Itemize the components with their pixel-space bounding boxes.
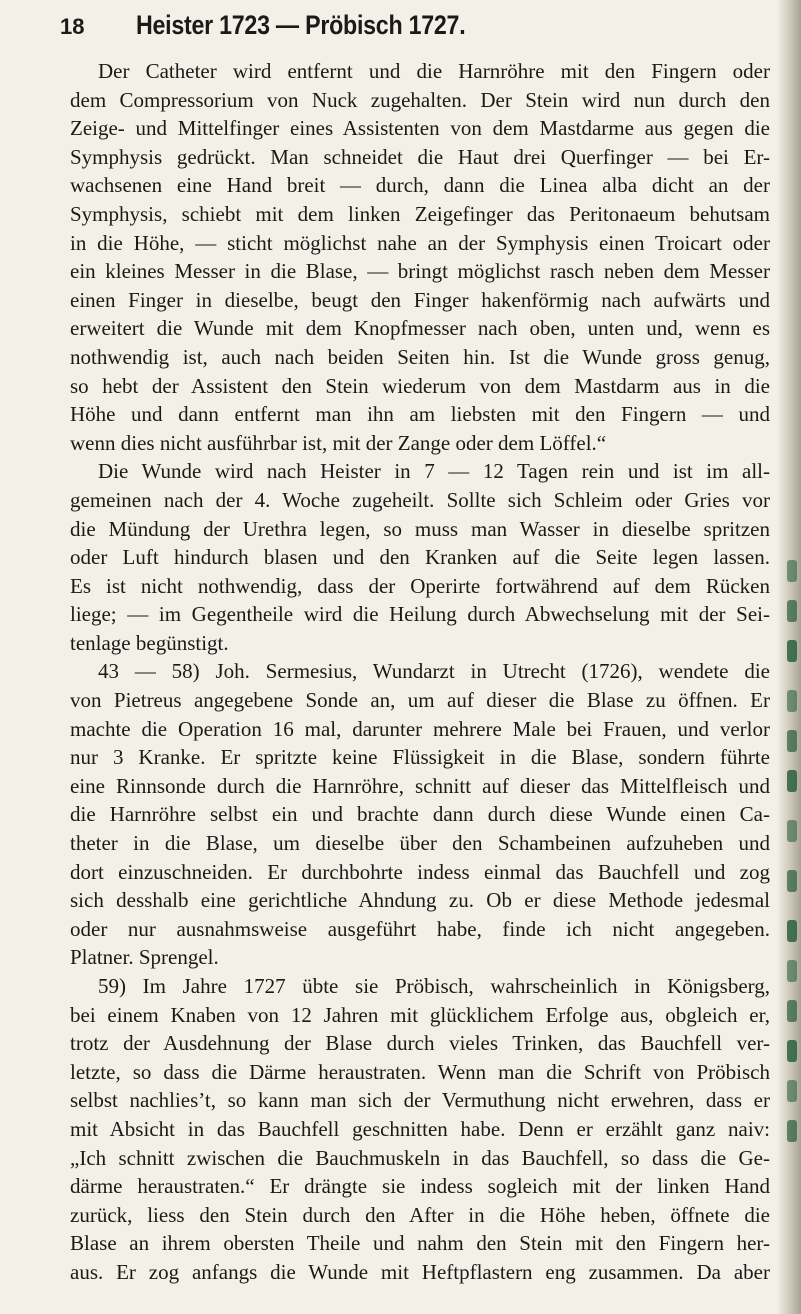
text-line: bei einem Knaben von 12 Jahren mit glücklichem Erfolge aus, obgleich er, <box>70 1002 770 1027</box>
margin-stain <box>787 770 797 792</box>
page-number: 18 <box>60 14 85 39</box>
text-line: sich desshalb eine gerichtliche Ahndung zu. Ob er diese Methode jedesmal <box>70 888 770 913</box>
text-line: Symphysis, schiebt mit dem linken Zeigefinger das Peritonaeum behutsam <box>70 201 770 226</box>
page-header <box>60 8 760 48</box>
text-line: in die Höhe, — sticht möglichst nahe an der Symphysis einen Troicart oder <box>70 230 770 255</box>
text-line: die Harnröhre selbst ein und brachte dann durch diese Wunde einen Ca- <box>70 802 770 827</box>
text-line: von Pietreus angegebene Sonde an, um auf dieser die Blase zu öffnen. Er <box>70 688 770 713</box>
page-body <box>70 57 770 1287</box>
margin-stain <box>787 600 797 622</box>
text-line: einen Finger in dieselbe, beugt den Finger hakenförmig nach aufwärts und <box>70 287 770 312</box>
text-line: „Ich schnitt zwischen die Bauchmuskeln in das Bauchfell, so dass die Ge- <box>70 1145 770 1170</box>
margin-stain <box>787 1040 797 1062</box>
margin-stain <box>787 1080 797 1102</box>
text-line: 59) Im Jahre 1727 übte sie Pröbisch, wahrscheinlich in Königsberg, <box>98 974 770 998</box>
text-line: Zeige- und Mittelfinger eines Assistenten von dem Mastdarme aus gegen die <box>70 116 770 141</box>
text-line: Höhe und dann entfernt man ihn am liebsten mit den Fingern — und <box>70 402 770 427</box>
text-line: erweitert die Wunde mit dem Knopfmesser nach oben, unten und, wenn es <box>70 316 770 341</box>
margin-stain <box>787 870 797 892</box>
text-line: aus. Er zog anfangs die Wunde mit Heftpflastern eng zusammen. Da aber <box>70 1259 770 1284</box>
text-line: theter in die Blase, um dieselbe über den Schambeinen aufzuheben und <box>70 831 770 856</box>
text-line: trotz der Ausdehnung der Blase durch vieles Trinken, das Bauchfell ver- <box>70 1031 770 1056</box>
margin-stain <box>787 960 797 982</box>
text-line: letzte, so dass die Därme heraustraten. Wenn man die Schrift von Pröbisch <box>70 1059 770 1084</box>
text-line: selbst nachlies’t, so kann man sich der Vermuthung nicht erwehren, dass er <box>70 1088 770 1113</box>
text-line: Die Wunde wird nach Heister in 7 — 12 Tagen rein und ist im all- <box>98 459 770 484</box>
margin-stain <box>787 640 797 662</box>
text-line: dort einzuschneiden. Er durchbohrte indess einmal das Bauchfell und zog <box>70 859 770 884</box>
text-line: mit Absicht in das Bauchfell geschnitten habe. Denn er erzählt ganz naiv: <box>70 1116 770 1141</box>
text-line: die Mündung der Urethra legen, so muss man Wasser in dieselbe spritzen <box>70 516 770 541</box>
text-line: so hebt der Assistent den Stein wiederum von dem Mastdarm aus in die <box>70 373 770 398</box>
text-line: Der Catheter wird entfernt und die Harnröhre mit den Fingern oder <box>98 59 770 83</box>
margin-stain <box>787 920 797 942</box>
text-line: ein kleines Messer in die Blase, — bringt möglichst rasch neben dem Messer <box>70 259 770 284</box>
text-line: gemeinen nach der 4. Woche zugeheilt. Sollte sich Schleim oder Gries vor <box>70 487 770 512</box>
text-line: liege; — im Gegentheile wird die Heilung durch Abwechselung mit der Sei- <box>70 602 770 627</box>
margin-stain <box>787 690 797 712</box>
text-line: oder Luft hindurch blasen und den Kranken auf die Seite legen lassen. <box>70 545 770 570</box>
text-line: Symphysis gedrückt. Man schneidet die Haut drei Querfinger — bei Er- <box>70 144 770 169</box>
margin-stain <box>787 820 797 842</box>
text-line: zurück, liess den Stein durch den After in die Höhe heben, öffnete die <box>70 1202 770 1227</box>
text-line: Platner. Sprengel. <box>70 945 219 970</box>
text-line: Blase an ihrem obersten Theile und nahm den Stein mit den Fingern her- <box>70 1231 770 1256</box>
margin-stain <box>787 1120 797 1142</box>
margin-stain <box>787 560 797 582</box>
text-line: dem Compressorium von Nuck zugehalten. Der Stein wird nun durch den <box>70 87 770 112</box>
text-line: oder nur ausnahmsweise ausgeführt habe, finde ich nicht angegeben. <box>70 916 770 941</box>
text-line: nur 3 Kranke. Er spritzte keine Flüssigkeit in die Blase, sondern führte <box>70 745 770 770</box>
text-line: därme heraustraten.“ Er drängte sie indess sogleich mit der linken Hand <box>70 1174 770 1199</box>
text-line: Es ist nicht nothwendig, dass der Operirte fortwährend auf dem Rücken <box>70 573 770 598</box>
running-head: Heister 1723 — Pröbisch 1727. <box>136 10 466 40</box>
margin-stain <box>787 1000 797 1022</box>
text-line: wachsenen eine Hand breit — durch, dann die Linea alba dicht an der <box>70 173 770 198</box>
margin-stain <box>787 730 797 752</box>
text-line: tenlage begünstigt. <box>70 630 229 655</box>
text-line: machte die Operation 16 mal, darunter mehrere Male bei Frauen, und verlor <box>70 716 770 741</box>
text-line: 43 — 58) Joh. Sermesius, Wundarzt in Utrecht (1726), wendete die <box>98 659 770 684</box>
text-line: eine Rinnsonde durch die Harnröhre, schnitt auf dieser das Mittelfleisch und <box>70 773 770 798</box>
text-line: nothwendig ist, auch nach beiden Seiten hin. Ist die Wunde gross genug, <box>70 344 770 369</box>
text-line: wenn dies nicht ausführbar ist, mit der Zange oder dem Löffel.“ <box>70 430 607 455</box>
